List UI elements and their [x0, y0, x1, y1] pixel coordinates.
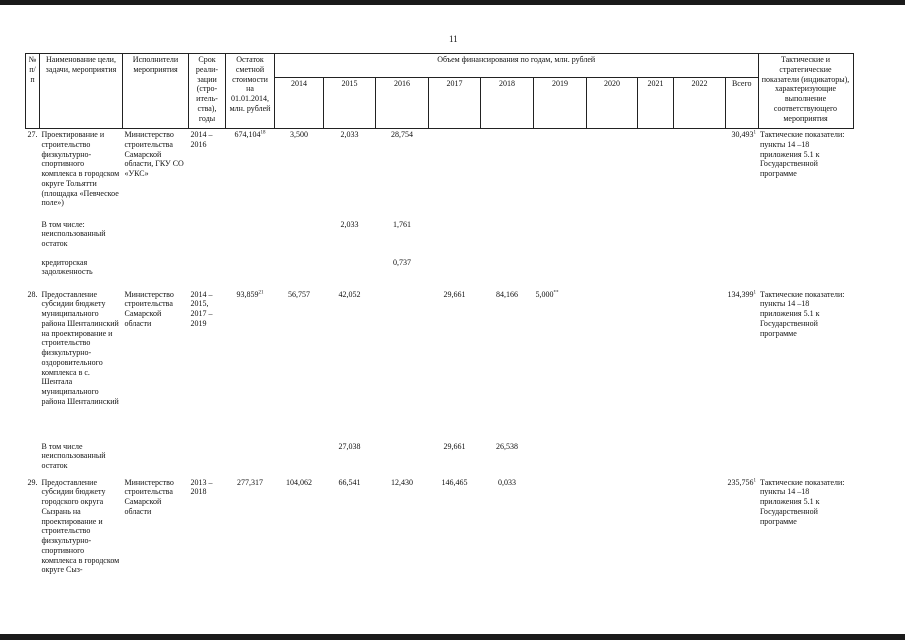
header-year-2017: 2017	[429, 77, 481, 128]
row-name: кредиторская задолженность	[41, 257, 93, 277]
header-name: Наименование цели, задачи, мероприятия	[40, 54, 123, 129]
row-term: 2014 – 2015, 2017 – 2019	[190, 289, 213, 328]
row-total	[726, 257, 759, 289]
header-executors: Исполнители мероприятия	[123, 54, 189, 129]
row-value-2021	[638, 219, 674, 257]
header-year-2018: 2018	[481, 77, 534, 128]
row-name: Предоставление субсидии бюджету муниципального района Шенталинский на проектирование и строительство физкультурно-оздоровительного комплекса в с. Шентала муниципального района Шенталинский	[41, 289, 119, 406]
row-value-2019-footnote: **	[553, 289, 559, 295]
row-term: 2013 – 2018	[190, 477, 213, 497]
row-total-footnote: 1	[753, 130, 756, 136]
row-value-2014: 3,500	[290, 130, 308, 139]
row-num	[26, 257, 40, 289]
row-executor: Министерство строительства Самарской области	[124, 477, 174, 516]
row-remaining-cost: 93,859$^{21}$	[236, 289, 264, 299]
row-num	[26, 219, 40, 257]
row-value-2020	[587, 257, 638, 289]
table-row	[26, 129, 854, 219]
row-value-2021	[638, 477, 674, 587]
row-value-2015	[324, 257, 376, 289]
header-funding: Объем финансирования по годам, млн. рублей	[275, 54, 759, 78]
row-name: Проектирование и строительство физкультурно-спортивного комплекса в городском округе Тольятти (площадка «Певческое поле»)	[41, 130, 120, 208]
header-remaining-cost: Остаток сметной стоимости на 01.01.2014, млн. рублей	[226, 54, 275, 129]
row-value-2017: 29,661	[443, 289, 466, 299]
row-value-2019	[534, 477, 587, 587]
row-value-2022	[674, 289, 726, 441]
row-value-2015: 27,038	[338, 441, 361, 451]
top-scan-border	[0, 0, 905, 5]
header-term: Срок реали-зации (стро-итель-ства), годы	[189, 54, 226, 129]
row-total: 30,493$^1$	[731, 130, 756, 139]
row-value-2016	[376, 441, 429, 477]
row-value-2019	[534, 129, 587, 219]
row-value-2015: 66,541	[338, 477, 361, 487]
row-num: 27.	[27, 130, 38, 139]
row-name: В том числе неиспользованный остаток	[41, 441, 106, 470]
row-term	[189, 257, 226, 289]
financing-table	[25, 53, 854, 587]
header-num: № п/п	[26, 54, 40, 129]
row-executor: Министерство строительства Самарской области	[124, 289, 174, 328]
row-value-2021	[638, 289, 674, 441]
bottom-scan-border	[0, 634, 905, 640]
row-value-2022	[674, 257, 726, 289]
table-row	[26, 477, 854, 587]
row-indicators: Тактические показатели: пункты 14 –18 приложения 5.1 к Государственной программе	[760, 477, 845, 526]
row-value-2019	[534, 257, 587, 289]
row-num	[26, 441, 40, 477]
row-value-2022	[674, 477, 726, 587]
row-value-2014: 56,757	[288, 289, 310, 299]
row-value-2014	[275, 441, 324, 477]
row-value-2016: 1,761	[393, 219, 411, 229]
row-value-2015: 2,033	[340, 219, 359, 229]
row-value-2022	[674, 219, 726, 257]
row-indicators: Тактические показатели: пункты 14 –18 приложения 5.1 к Государственной программе	[760, 130, 845, 178]
row-remaining-cost-footnote: 18	[260, 130, 266, 136]
header-year-2015: 2015	[324, 77, 376, 128]
row-remaining-cost	[226, 219, 275, 257]
row-remaining-cost: 277,317	[237, 477, 263, 487]
row-value-2019: 5,000**	[535, 289, 559, 299]
table-row	[26, 441, 854, 477]
row-value-2020	[587, 219, 638, 257]
row-value-2016: 0,737	[393, 257, 411, 267]
row-value-2022	[674, 441, 726, 477]
row-value-2019	[534, 219, 587, 257]
row-value-2017: 146,465	[441, 477, 468, 487]
table-row	[26, 219, 854, 257]
row-value-2018: 26,538	[496, 441, 518, 451]
table-row	[26, 257, 854, 289]
row-value-2020	[587, 129, 638, 219]
header-year-2021: 2021	[638, 77, 674, 128]
row-value-2020	[587, 477, 638, 587]
row-num: 29.	[27, 477, 38, 487]
row-num: 28.	[27, 289, 38, 299]
row-value-2020	[587, 441, 638, 477]
table-row	[26, 289, 854, 441]
row-value-2018	[481, 129, 534, 219]
row-total-footnote: 1	[753, 477, 756, 483]
row-remaining-cost	[226, 257, 275, 289]
row-total: 134,399$^1$	[727, 289, 756, 299]
row-value-2014	[275, 219, 324, 257]
row-indicators	[758, 441, 853, 477]
header-total: Всего	[726, 77, 759, 128]
header-indicators: Тактические и стратегические показатели (индикаторы), характеризующие выполнение соответствующего мероприятия	[758, 54, 853, 129]
row-executor: Министерство строительства Самарской области, ГКУ СО «УКС»	[124, 130, 184, 178]
header-year-2016: 2016	[376, 77, 429, 128]
row-indicators: Тактические показатели: пункты 14 –18 приложения 5.1 к Государственной программе	[760, 289, 845, 338]
row-value-2017	[429, 129, 481, 219]
row-term	[189, 441, 226, 477]
page-number: 11	[449, 34, 458, 44]
row-value-2016	[376, 289, 429, 441]
row-value-2020	[587, 289, 638, 441]
row-value-2021	[638, 441, 674, 477]
row-indicators	[758, 219, 853, 257]
row-indicators	[758, 257, 853, 289]
header-year-2022: 2022	[674, 77, 726, 128]
row-value-2022	[674, 129, 726, 219]
row-value-2016: 12,430	[391, 477, 413, 487]
row-total: 235,756$^1$	[727, 477, 756, 487]
row-term: 2014 – 2016	[190, 130, 213, 149]
row-total-footnote: 1	[753, 289, 756, 295]
row-value-2015: 42,052	[338, 289, 361, 299]
header-year-2019: 2019	[534, 77, 587, 128]
row-name: Предоставление субсидии бюджету городского округа Сызрань на проектирование и строительство физкультурно-спортивного комплекса в городском округе Сыз-	[41, 477, 120, 575]
row-remaining-cost: 674,104$^{18}$	[234, 130, 266, 139]
row-value-2016: 28,754	[391, 130, 413, 139]
row-value-2018: 0,033	[498, 477, 516, 487]
row-value-2017	[429, 219, 481, 257]
row-value-2017: 29,661	[443, 441, 466, 451]
row-executor	[123, 441, 189, 477]
row-value-2018	[481, 219, 534, 257]
header-year-2020: 2020	[587, 77, 638, 128]
row-term	[189, 219, 226, 257]
header-year-2014: 2014	[275, 77, 324, 128]
row-remaining-cost-footnote: 21	[258, 289, 264, 295]
row-executor	[123, 219, 189, 257]
row-value-2014	[275, 257, 324, 289]
row-total	[726, 219, 759, 257]
row-value-2021	[638, 129, 674, 219]
row-value-2021	[638, 257, 674, 289]
row-value-2015: 2,033	[340, 130, 359, 139]
row-executor	[123, 257, 189, 289]
row-value-2018	[481, 257, 534, 289]
row-remaining-cost	[226, 441, 275, 477]
row-value-2014: 104,062	[286, 477, 312, 487]
row-value-2018: 84,166	[496, 289, 518, 299]
row-value-2017	[429, 257, 481, 289]
row-name: В том числе: неиспользованный остаток	[41, 219, 106, 248]
row-total	[726, 441, 759, 477]
row-value-2019	[534, 441, 587, 477]
